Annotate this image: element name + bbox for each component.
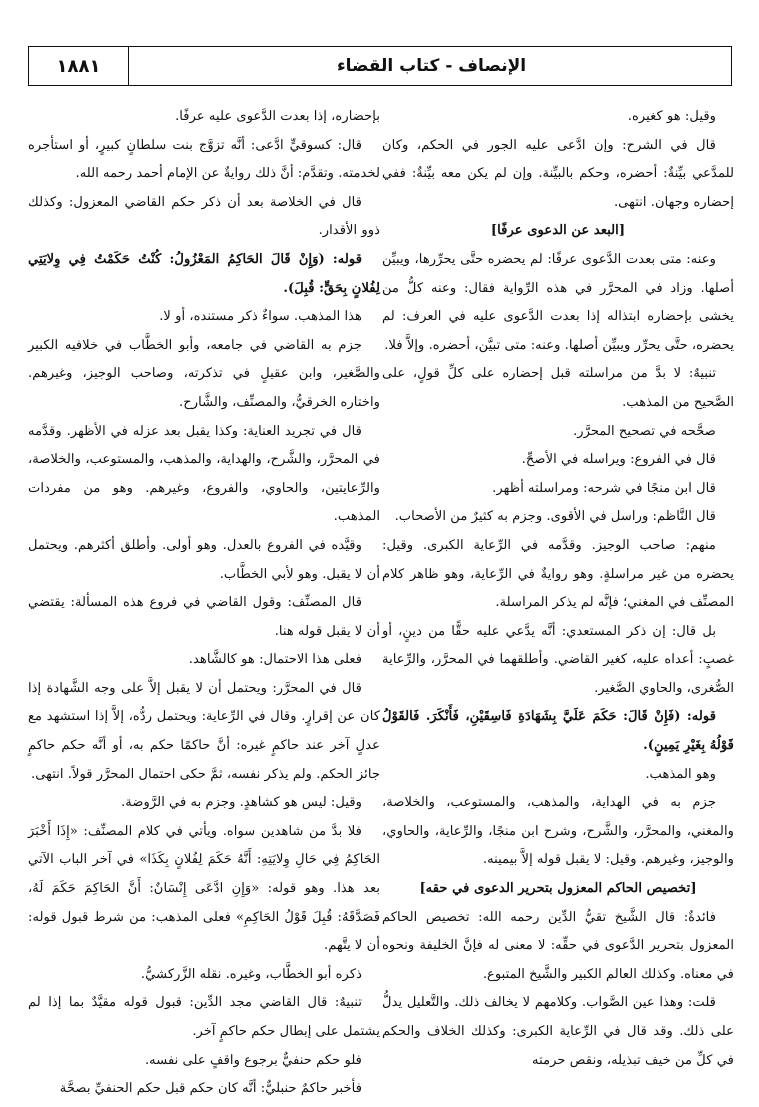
paragraph: قوله: (وَإِنْ قَالَ الحَاكِمُ المَعْزُولُ: كُنْتُ حَكَمْتُ فِي وِلايَتِي لِفُلانٍ بِحَقٍّ: قُبِلَ).	[28, 251, 380, 296]
paragraph: قال المصنِّف: وقول القاضي في فروع هذه المسألة: يقتضي أن لا يقبل قوله هنا.	[28, 595, 380, 639]
paragraph: فعلى هذا الاحتمال: هو كالشَّاهد.	[188, 652, 362, 668]
paragraph: فائدةٌ: قال الشَّيخ تقيُّ الدِّين رحمه الله: تخصيص الحاكم المعزول بتحرير الدَّعوى في حقِّه: لا معنى له فإنَّ الخليفة ونحوه في معناه. وكذلك العالم الكبير والشَّيخ المتبوع.	[382, 909, 734, 982]
paragraph: وقيَّده في الفروع بالعدل. وهو أولى. وأطلق أكثرهم. ويحتمل أن لا يقبل. وهو لأبي الخطَّاب.	[28, 537, 380, 582]
page-number: ١٨٨١	[29, 47, 129, 85]
paragraph: قال في المحرَّر: ويحتمل أن لا يقبل إلاَّ على وجه الشَّهادة إذا كان عن إقرارٍ. وقال في الرِّعاية: ويحتمل ردُّه، إلاَّ إذا استشهد مع عدلٍ آخر عند حاكمٍ غيره: أنَّ حاكمًا حكم به، أو أنَّه حكم حاكمٍ جائز الحكم. ولم يذكر نفسه، ثمَّ حكى احتمال المحرَّر قولاً. انتهى.	[28, 680, 380, 782]
paragraph: قال في الشرح: وإن ادَّعى عليه الجور في الحكم، وكان للمدَّعي بيِّنةٌ: أحضره، وحكم بالبيِّنة. وإن لم يكن معه بيِّنةٌ: ففي إحضاره وجهان. انتهى.	[382, 137, 734, 210]
paragraph: هذا المذهب. سواءٌ ذكر مستنده، أو لا.	[159, 309, 362, 325]
paragraph: قال في تجريد العناية: وكذا يقبل بعد عزله في الأظهر. وقدَّمه في المحرَّر، والشَّرح، والهداية، والمذهب، والمستوعب، والخلاصة، والرِّعايتين، والحاوي، والفروع، وغيرهم. وهو من مفردات المذهب.	[28, 423, 380, 525]
paragraph: تنبيهٌ: لا بدَّ من مراسلته قبل إحضاره على كلِّ قولٍ، على الصَّحيح من المذهب.	[382, 366, 734, 410]
paragraph: ذكره أبو الخطَّاب، وغيره. نقله الزَّركشيُّ.	[140, 966, 362, 982]
left-column	[28, 103, 380, 1104]
paragraph: قال في الخلاصة بعد أن ذكر حكم القاضي المعزول: وكذلك ذوو الأقدار.	[28, 194, 380, 239]
paragraph: فلا بدَّ من شاهدين سواه. ويأتي في كلام المصنِّف: «إِذَا أَخْبَرَ الحَاكِمُ فِي حَالِ وِلايَتِهِ: أَنَّهُ حَكَمَ لِفُلانٍ بِكَذَا» في آخر الباب الآتي بعد هذا. وهو قوله: «وَإِنِ ادَّعَى إِنْسَانٌ: أَنَّ الحَاكِمَ حَكَمَ لَهُ، فَصَدَّقَهُ: قُبِلَ قَوْلُ الحَاكِمِ» فعلى المذهب: من شرط قبول قوله: أن لا يتَّهم.	[28, 823, 380, 954]
paragraph: قوله: (فَإِنْ قَالَ: حَكَمَ عَلَيَّ بِشَهَادَةِ فَاسِقَيْنِ، فَأَنْكَرَ. فَالقَوْلُ قَوْلُهُ بِغَيْرِ يَمِينٍ).	[382, 709, 734, 754]
paragraph: وعنه: متى بعدت الدَّعوى عرفًا: لم يحضره حتَّى يحرِّرها، ويبيِّن أصلها. وزاد في المحرَّر في هذه الرِّواية فقال: وعنه كلُّ من يخشى بإحضاره ابتذاله إذا بعدت الدَّعوى عليه في العرف: لم يحضره، حتَّى يحرِّر ويبيِّن أصلها. وعنه: متى تبيَّن، أحضره. وإلاَّ فلا.	[382, 251, 734, 353]
paragraph: قلت: وهذا عين الصَّواب. وكلامهم لا يخالف ذلك. والتَّعليل يدلُّ على ذلك. وقد قال في الرِّعاية الكبرى: وكذلك الخلاف والحكم في كلِّ من خيف تبذيله، ونقص حرمته	[382, 995, 734, 1068]
paragraph: قال ابن منجًا في شرحه: ومراسلته أظهر.	[492, 480, 716, 496]
paragraph: فلو حكم حنفيٌّ برجوع واقفٍ على نفسه.	[144, 1052, 362, 1068]
paragraph: بل قال: إن ذكر المستعدي: أنَّه يدَّعي عليه حقًّا من دينٍ، أو غصبٍ: أعداه عليه، كغير القاضي. وأطلقهما في المحرَّر، والرِّعاية الصُّغرى، والحاوي الصَّغير.	[382, 623, 734, 696]
paragraph: بإحضاره، إذا بعدت الدَّعوى عليه عرفًا.	[175, 109, 380, 124]
section-heading: [البعد عن الدعوى عرفًا]	[490, 223, 626, 239]
paragraph: صحَّحه في تصحيح المحرَّر.	[573, 423, 716, 439]
paragraph: قال في الفروع: ويراسله في الأصحِّ.	[521, 452, 716, 468]
page-header	[28, 46, 732, 86]
paragraph: فأخبر حاكمٌ حنبليٌّ: أنَّه كان حكم قبل حكم الحنفيِّ بصحَّة	[59, 1081, 362, 1097]
paragraph: تنبيهٌ: قال القاضي مجد الدِّين: قبول قوله مقيَّدٌ بما إذا لم يشتمل على إبطال حكم حاكمٍ آخر.	[28, 995, 380, 1039]
paragraph: منهم: صاحب الوجيز. وقدَّمه في الرِّعاية الكبرى. وقيل: يحضره من غير مراسلةٍ. وهو روايةٌ في الرِّعاية، وهو ظاهر كلام المصنِّف في المغني؛ فإنَّه لم يذكر المراسلة.	[382, 537, 734, 611]
paragraph: قال: كسوقيٍّ ادَّعى: أنَّه تزوَّج بنت سلطانٍ كبيرٍ، أو استأجره لخدمته. وتقدَّم: أنَّ ذلك روايةٌ عن الإمام أحمد رحمه الله.	[28, 137, 380, 182]
paragraph: جزم به القاضي في جامعه، وأبو الخطَّاب في خلافيه الكبير والصَّغير، وابن عقيلٍ في تذكرته، وصاحب الوجيز، وغيرهم. واختاره الخرقيُّ، والمصنِّف، والشَّارح.	[28, 337, 380, 410]
section-heading: [تخصيص الحاكم المعزول بتحرير الدعوى في حقه]	[419, 881, 697, 897]
paragraph: وقيل: ليس هو كشاهدٍ. وجزم به في الرَّوضة.	[121, 795, 362, 811]
right-column	[382, 103, 734, 1075]
paragraph: وقيل: هو كغيره.	[627, 109, 716, 124]
paragraph: قال النَّاظم: وراسل في الأقوى. وجزم به كثيرٌ من الأصحاب.	[394, 509, 716, 525]
paragraph: وهو المذهب.	[645, 766, 716, 782]
paragraph: جزم به في الهداية، والمذهب، والمستوعب، والخلاصة، والمغني، والمحرَّر، والشَّرح، وشرح ابن منجًا، والرِّعاية، والحاوي، والوجيز، وغيرهم. وقيل: لا يقبل قوله إلاَّ بيمينه.	[382, 795, 734, 868]
running-title: الإنصاف - كتاب القضاء	[336, 56, 527, 76]
